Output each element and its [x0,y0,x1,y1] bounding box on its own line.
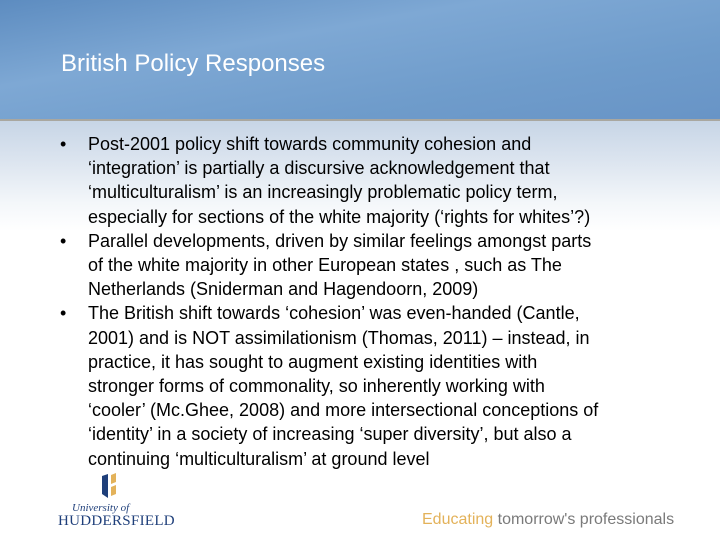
bullet-text-line: Parallel developments, driven by similar feelings amongst parts [88,230,592,251]
bullet-icon: • [60,303,67,324]
bullet-list [0,132,720,471]
bullet-text-line: The British shift towards ‘cohesion’ was even-handed (Cantle, [88,303,580,324]
bullet-icon: • [60,230,67,251]
bullet-text-line: continuing ‘multiculturalism’ at ground level [88,448,430,469]
university-logo [58,472,175,532]
tagline-accent: Educating [422,511,494,528]
bullet-text-line: Netherlands (Sniderman and Hagendoorn, 2009) [88,279,479,300]
tagline [422,511,674,529]
bullet-item [0,229,720,302]
bullet-text-line: ‘multiculturalism’ is an increasingly problematic policy term, [88,182,558,203]
bullet-text-line: practice, it has sought to augment existing identities with [88,351,538,372]
bullet-text-line: ‘identity’ in a society of increasing ‘super diversity’, but also a [88,424,572,445]
bullet-text-line: stronger forms of commonality, so inherently working with [88,376,545,397]
bullet-icon: • [60,134,67,154]
bullet-text-line: ‘integration’ is partially a discursive acknowledgement that [88,158,550,179]
bullet-item [0,132,720,229]
logo-text-big: HUDDERSFIELD [58,513,175,529]
logo-text-small: University of [72,502,130,514]
bullet-text-line: Post-2001 policy shift towards community cohesion and [88,134,532,154]
bullet-text-line: 2001) and is NOT assimilationism (Thomas, 2011) – instead, in [88,327,590,348]
university-crest-icon [100,472,120,500]
bullet-item [0,301,720,470]
bullet-text-line: especially for sections of the white majority (‘rights for whites’?) [88,206,591,227]
bullet-text-line: of the white majority in other European states , such as The [88,255,562,276]
slide-title: British Policy Responses [61,50,326,77]
bullet-text-line: ‘cooler’ (Mc.Ghee, 2008) and more intersectional conceptions of [88,400,599,421]
tagline-rest: tomorrow's professionals [493,511,675,528]
